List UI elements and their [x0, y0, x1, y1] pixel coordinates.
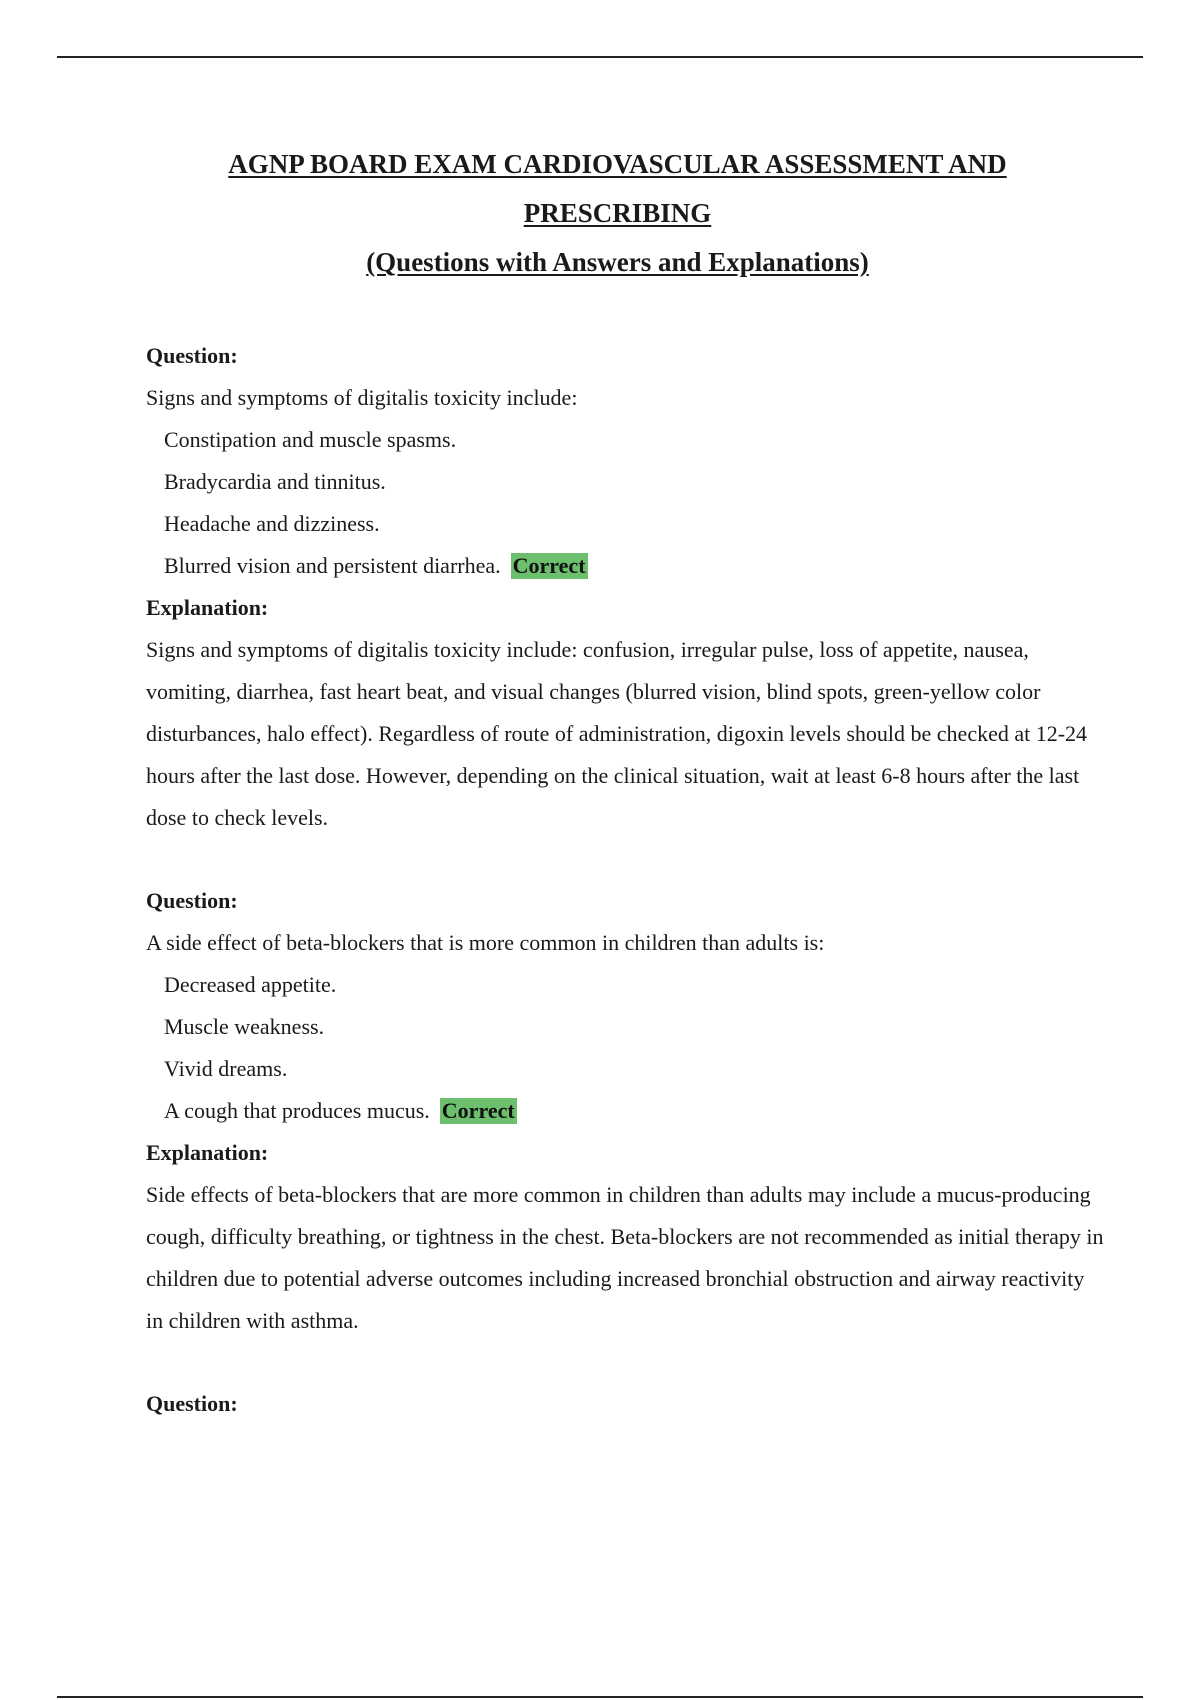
section-gap — [146, 839, 1106, 880]
section-gap — [146, 1342, 1106, 1383]
option-text: Headache and dizziness. — [164, 511, 380, 536]
correct-badge: Correct — [441, 1098, 515, 1123]
answer-options — [146, 419, 1106, 587]
correct-badge: Correct — [512, 553, 586, 578]
question-label: Question: — [146, 343, 238, 368]
answer-options — [146, 964, 1106, 1132]
explanation-text: Signs and symptoms of digitalis toxicity include: confusion, irregular pulse, loss of appetite, nausea, vomiting, diarrhea, fast heart beat, and visual changes (blurred vision, blind spots, green-yellow color disturbances, halo effect). Regardless of route of administration, digoxin levels should be checked at 12-24 hours after the last dose. However, depending on the clinical situation, wait at least 6-8 hours after the last dose to check levels. — [146, 637, 1088, 830]
option-text: Vivid dreams. — [164, 1056, 288, 1081]
title-line-2: PRESCRIBING — [523, 198, 712, 228]
question-label: Question: — [146, 888, 238, 913]
bottom-divider — [57, 1696, 1143, 1698]
option-text: Muscle weakness. — [164, 1014, 325, 1039]
question-stem: A side effect of beta-blockers that is more common in children than adults is: — [146, 930, 825, 955]
title-line-1: AGNP BOARD EXAM CARDIOVASCULAR ASSESSMENT AND — [228, 149, 1007, 179]
option-text: Blurred vision and persistent diarrhea. — [164, 553, 501, 578]
answer-option-correct — [164, 545, 1106, 587]
question-stem: Signs and symptoms of digitalis toxicity include: — [146, 385, 578, 410]
top-divider — [57, 56, 1143, 58]
title-subtitle: (Questions with Answers and Explanations) — [366, 247, 869, 277]
option-text: A cough that produces mucus. — [164, 1098, 430, 1123]
answer-option — [164, 419, 1106, 461]
option-text: Decreased appetite. — [164, 972, 337, 997]
answer-option-correct — [164, 1090, 1106, 1132]
question-label-next: Question: — [146, 1391, 238, 1416]
answer-option — [164, 503, 1106, 545]
option-text: Bradycardia and tinnitus. — [164, 469, 386, 494]
answer-option — [164, 964, 1106, 1006]
explanation-label: Explanation: — [146, 1140, 269, 1165]
answer-option — [164, 1006, 1106, 1048]
answer-option — [164, 1048, 1106, 1090]
document-body — [146, 335, 1106, 1425]
explanation-text: Side effects of beta-blockers that are more common in children than adults may include a mucus-producing cough, difficulty breathing, or tightness in the chest. Beta-blockers are not recommended as initial therapy in children due to potential adverse outcomes including increased bronchial obstruction and airway reactivity in children with asthma. — [146, 1182, 1104, 1333]
answer-option — [164, 461, 1106, 503]
qa-block-1 — [146, 335, 1106, 839]
document-title — [0, 140, 1200, 287]
qa-block-2 — [146, 880, 1106, 1342]
explanation-label: Explanation: — [146, 595, 269, 620]
option-text: Constipation and muscle spasms. — [164, 427, 457, 452]
